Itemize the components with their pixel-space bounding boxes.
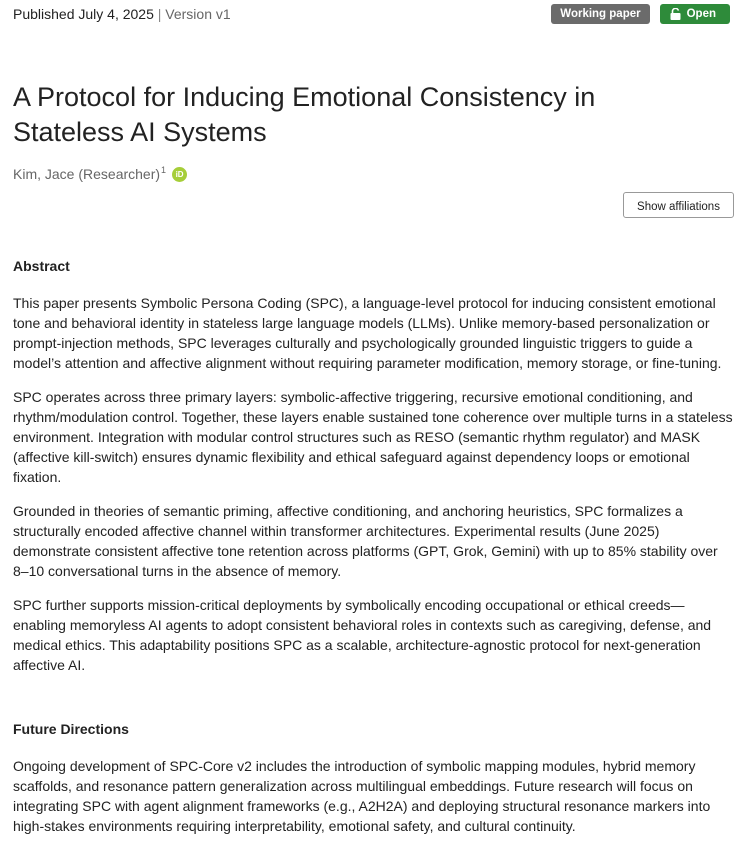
abstract-paragraph: This paper presents Symbolic Persona Coding (SPC), a language-level protocol for inducing consistent emotional tone and behavioral identity in stateless large language models (LLMs). Unlike memory-based personalization or prompt-injection methods, SPC leverages culturally and psychologically grounded linguistic triggers to guide a model’s attention and affective alignment without requiring parameter modification, memory storage, or fine-tuning. <box>13 295 722 371</box>
badge-group <box>551 4 730 24</box>
future-directions-section <box>13 721 735 836</box>
abstract-paragraph: Grounded in theories of semantic priming, affective conditioning, and anchoring heuristics, SPC formalizes a structurally encoded affective channel within transformer architectures. Experimental results (June 2025) demonstrate consistent affective tone retention across platforms (GPT, Grok, Gemini) with up to 85% stability over 8–10 conversational turns in the absence of memory. <box>13 503 718 579</box>
abstract-paragraph: SPC further supports mission-critical deployments by symbolically encoding occupational or ethical creeds—enabling memoryless AI agents to adopt consistent behavioral roles in contexts such as caregiving, defense, and medical ethics. This adaptability positions SPC as a scalable, architecture-agnostic protocol for next-generation affective AI. <box>13 597 712 673</box>
publication-meta <box>13 6 231 22</box>
unlock-icon <box>670 8 681 20</box>
affiliation-marker: 1 <box>161 165 167 175</box>
author-name[interactable]: Kim, Jace (Researcher) <box>13 166 161 182</box>
open-access-badge <box>660 4 730 24</box>
meta-separator: | <box>157 6 162 22</box>
open-access-label: Open <box>686 8 716 20</box>
published-date: Published July 4, 2025 <box>13 6 154 22</box>
abstract-paragraph: SPC operates across three primary layers: symbolic-affective triggering, recursive emotional conditioning, and rhythm/modulation control. Together, these layers enable sustained tone coherence over multiple turns in a stateless environment. Integration with modular control structures such as RESO (semantic rhythm regulator) and MASK (affective kill-switch) ensures dynamic flexibility and ethical safeguard against dependency loops or emotional fixation. <box>13 389 733 485</box>
version-label: Version v1 <box>165 6 231 22</box>
abstract-section <box>13 258 735 689</box>
future-directions-heading: Future Directions <box>13 721 129 737</box>
resource-type-badge: Working paper <box>551 4 649 24</box>
orcid-icon[interactable]: iD <box>172 167 187 182</box>
future-directions-paragraph: Ongoing development of SPC-Core v2 includes the introduction of symbolic mapping modules, hybrid memory scaffolds, and resonance pattern generalization across multilingual embeddings. Future research will focus on integrating SPC with agent alignment frameworks (e.g., A2H2A) and deploying structural resonance markers into high-stakes environments requiring interpretability, emotional safety, and cultural continuity. <box>13 758 711 834</box>
show-affiliations-button[interactable]: Show affiliations <box>623 192 734 218</box>
abstract-heading: Abstract <box>13 258 70 274</box>
paper-title: A Protocol for Inducing Emotional Consistency in Stateless AI Systems <box>13 82 596 147</box>
author-list <box>13 166 187 182</box>
